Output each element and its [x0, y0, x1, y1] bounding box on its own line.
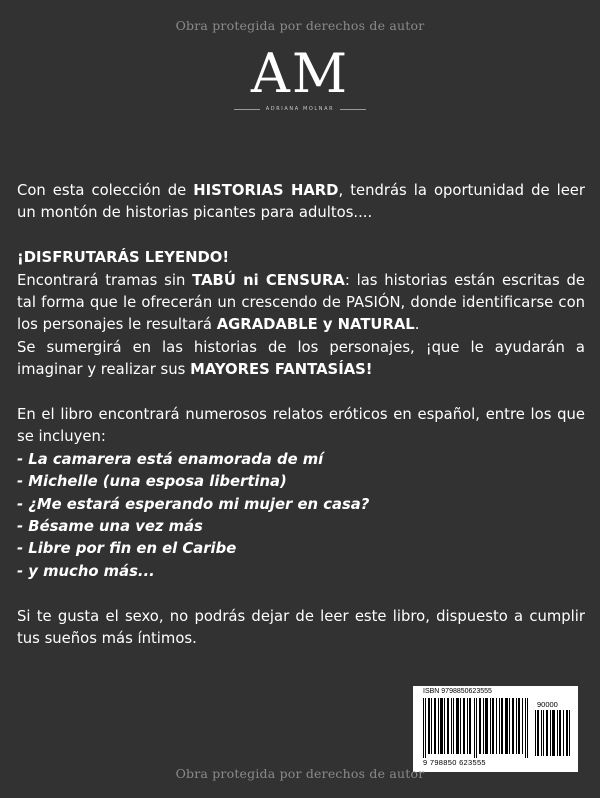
logo-rule-left: [234, 109, 260, 110]
story-list-item: - La camarera está enamorada de mí: [17, 450, 324, 468]
story-list-item: - ¿Me estará esperando mi mujer en casa?: [17, 495, 370, 513]
isbn-label: ISBN 9798850623555: [423, 688, 492, 695]
fantasy-paragraph: Se sumergirá en las historias de los personajes, ¡que le ayudarán a imaginar y realizar sus MAYORES FANTASÍAS!: [17, 338, 585, 379]
back-cover-text: [17, 180, 585, 650]
isbn-barcode: [413, 686, 578, 772]
intro-emphasis: HISTORIAS HARD: [193, 182, 339, 199]
closing-paragraph: Si te gusta el sexo, no podrás dejar de leer este libro, dispuesto a cumplir tus sueños más íntimos.: [17, 607, 585, 648]
stories-intro: En el libro encontrará numerosos relatos eróticos en español, entre los que se incluyen:: [17, 406, 585, 446]
copyright-watermark-bottom: Obra protegida por derechos de autor: [175, 766, 425, 781]
intro-paragraph: Con esta colección de HISTORIAS HARD, tendrás la oportunidad de leer un montón de historias picantes para adultos....: [17, 182, 585, 222]
barcode-bars: [423, 698, 531, 758]
price-code: 90000: [537, 700, 558, 709]
price-barcode-bars: [535, 710, 571, 756]
story-list-item: - Michelle (una esposa libertina): [17, 473, 287, 491]
logo-rule-right: [340, 109, 366, 110]
copyright-watermark-top: Obra protegida por derechos de autor: [175, 18, 425, 33]
logo-author-name: ADRIANA MOLNAR: [265, 106, 335, 112]
story-list-item: - Libre por fin en el Caribe: [17, 540, 237, 558]
section-heading: ¡DISFRUTARÁS LEYENDO!: [17, 249, 230, 267]
logo-monogram: AM: [250, 42, 350, 105]
story-list-item: - y mucho más...: [17, 562, 155, 580]
barcode-digits: 9 798850 623555: [423, 758, 486, 767]
author-logo: [0, 44, 600, 112]
story-list-item: - Bésame una vez más: [17, 518, 203, 536]
logo-subtitle: [0, 106, 600, 112]
description-paragraph: Encontrará tramas sin TABÚ ni CENSURA: las historias están escritas de tal forma que le ofrecerán un crescendo de PASIÓN, donde identificarse con los personajes le resultará AGRADABLE y NATURAL.: [17, 271, 585, 334]
